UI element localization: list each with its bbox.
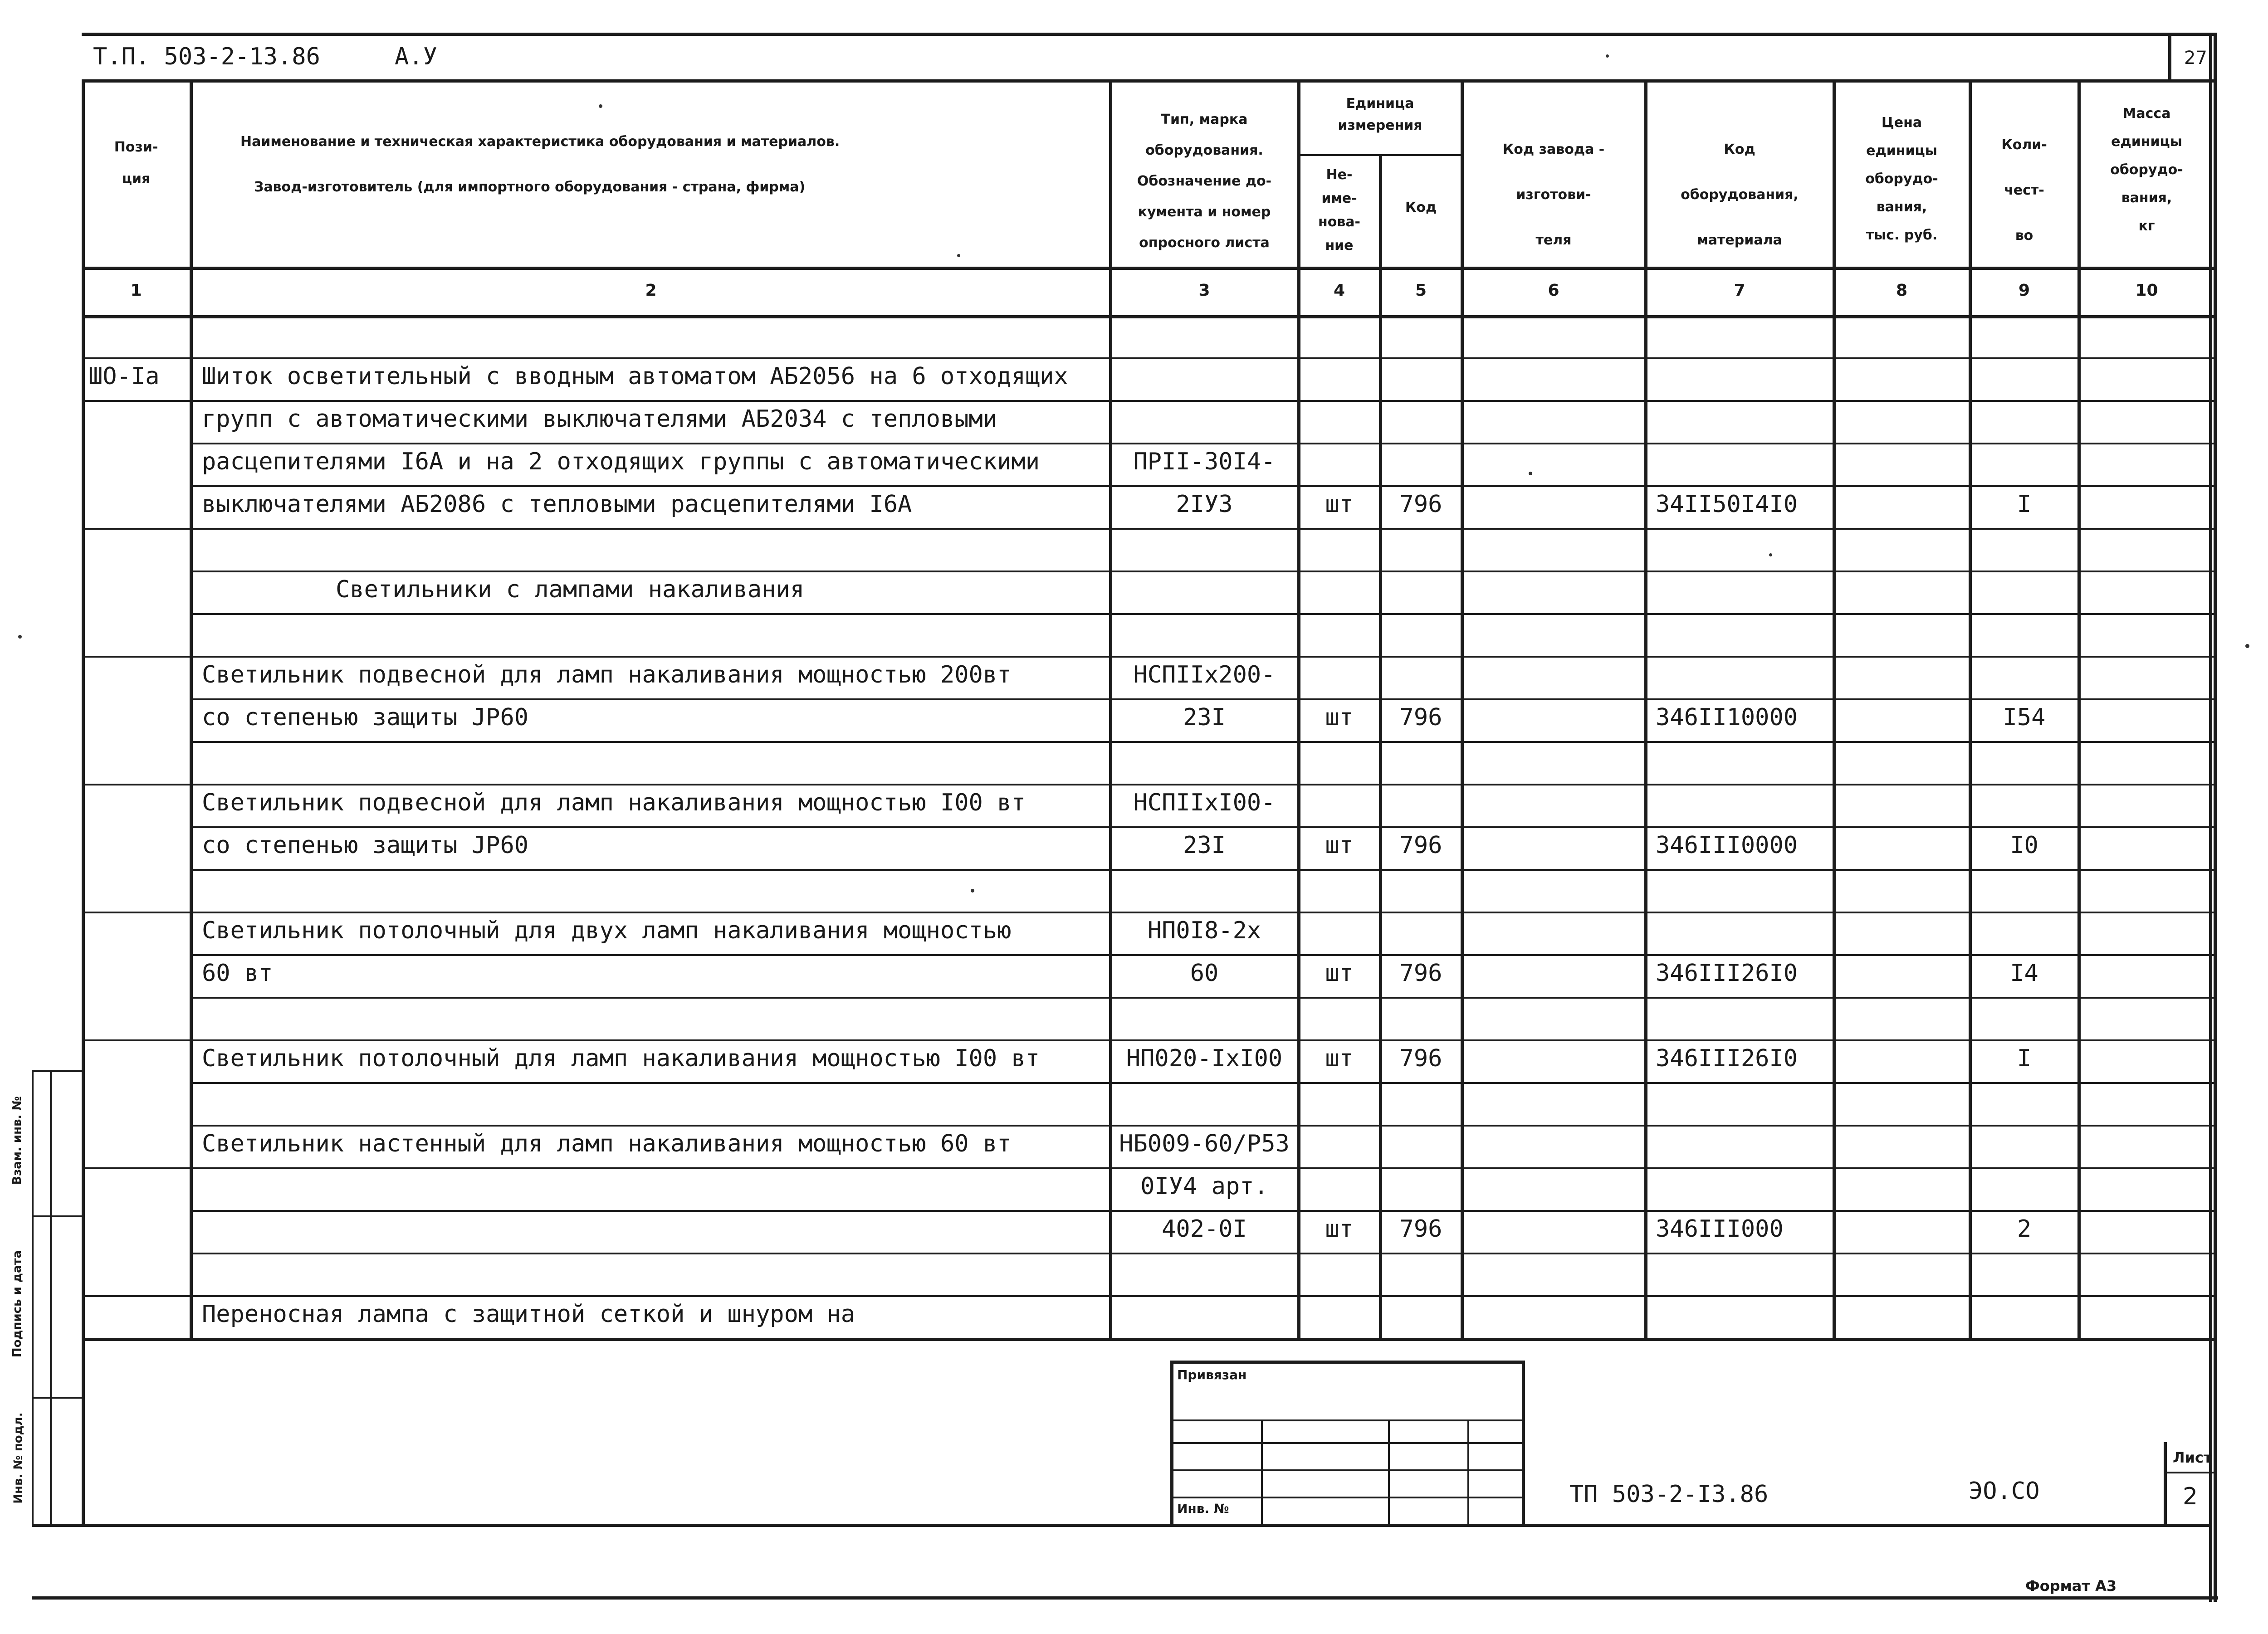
table-cell-code: 796 — [1399, 491, 1442, 518]
table-cell-mat: 346III0000 — [1656, 832, 1798, 859]
stamp-inventory-label: Инв. № — [1177, 1501, 1229, 1516]
table-cell-qty: I4 — [2010, 960, 2038, 987]
format-label: Формат А3 — [2025, 1577, 2117, 1595]
table-cell-code: 796 — [1399, 1045, 1442, 1072]
table-cell-type: ПРII-30I4- — [1133, 448, 1276, 475]
stamp-section-code: ЭО.СО — [1969, 1478, 2040, 1505]
table-cell-type: 60 — [1190, 960, 1219, 987]
table-cell-mat: 346II10000 — [1656, 704, 1798, 731]
table-cell-unit: шт — [1325, 832, 1354, 859]
table-cell-qty: I — [2017, 1045, 2032, 1072]
table-cell-type: 23I — [1183, 832, 1226, 859]
table-cell-name: Переносная лампа с защитной сеткой и шнуром на — [202, 1301, 855, 1328]
stamp-sheet-number: 2 — [2183, 1483, 2198, 1510]
document-mark: А.У — [395, 43, 437, 70]
table-cell-unit: шт — [1325, 1215, 1354, 1243]
table-cell-type: 2IУ3 — [1176, 491, 1233, 518]
col-number: 9 — [2018, 281, 2030, 300]
col-number: 7 — [1734, 281, 1745, 300]
table-cell-name: Светильник подвесной для ламп накаливания мощностью 200вт — [202, 661, 1012, 688]
table-cell-type: НП020-IхI00 — [1126, 1045, 1283, 1072]
table-cell-code: 796 — [1399, 704, 1442, 731]
table-cell-mat: 34II50I4I0 — [1656, 491, 1798, 518]
table-cell-mat: 346III26I0 — [1656, 960, 1798, 987]
table-cell-type: НСПIIхI00- — [1133, 789, 1276, 816]
col-number: 10 — [2135, 281, 2158, 300]
col-number: 6 — [1548, 281, 1559, 300]
table-cell-pos: ШО-Iа — [88, 363, 160, 390]
table-cell-code: 796 — [1399, 832, 1442, 859]
table-cell-name: групп с автоматическими выключателями АБ2034 с тепловыми — [202, 405, 997, 433]
table-cell-name: со степенью защиты ЈР60 — [202, 704, 529, 731]
table-cell-qty: I0 — [2010, 832, 2038, 859]
document-code-top: Т.П. 503-2-13.86 — [93, 43, 320, 70]
col-number: 3 — [1198, 281, 1210, 300]
header-price: Цена единицы оборудо- вания, тыс. руб. — [1865, 115, 1938, 243]
table-cell-name: Светильник потолочный для ламп накаливания мощностью I00 вт — [202, 1045, 1040, 1072]
header-name-line1: Наименование и техническая характеристика оборудования и материалов. — [240, 134, 840, 150]
table-cell-unit: шт — [1325, 491, 1354, 518]
stamp-linked-label: Привязан — [1177, 1367, 1247, 1382]
table-cell-name: Светильник настенный для ламп накаливания мощностью 60 вт — [202, 1130, 1012, 1157]
table-cell-mat: 346III26I0 — [1656, 1045, 1798, 1072]
table-cell-name: Шиток осветительный с вводным автоматом АБ2056 на 6 отходящих — [202, 363, 1068, 390]
col-number: 5 — [1415, 281, 1427, 300]
col-number: 4 — [1333, 281, 1345, 300]
side-label-replaced: Взам. инв. № — [10, 1096, 24, 1185]
table-cell-qty: 2 — [2017, 1215, 2032, 1243]
stamp-sheet-label: Лист — [2173, 1449, 2212, 1466]
header-maker-code: Код завода - изготови- теля — [1502, 141, 1605, 248]
header-name-line2: Завод-изготовитель (для импортного оборудования - страна, фирма) — [254, 179, 806, 195]
header-quantity: Коли- чест- во — [2001, 137, 2047, 244]
table-cell-type: 0IУ4 арт. — [1140, 1173, 1268, 1200]
side-label-signature: Подпись и дата — [10, 1250, 24, 1358]
table-cell-type: 402-0I — [1162, 1215, 1247, 1243]
header-position: Пози- ция — [114, 139, 158, 187]
col-number: 8 — [1896, 281, 1908, 300]
header-unit-code: Код — [1405, 200, 1437, 215]
header-mass: Масса единицы оборудо- вания, кг — [2110, 106, 2183, 234]
table-cell-mat: 346III000 — [1656, 1215, 1784, 1243]
table-cell-unit: шт — [1325, 960, 1354, 987]
table-cell-name: Светильник потолочный для двух ламп накаливания мощностью — [202, 917, 1012, 944]
table-cell-unit: шт — [1325, 1045, 1354, 1072]
header-material-code: Код оборудования, материала — [1681, 141, 1799, 248]
header-unit-group: Единица измерения — [1338, 96, 1422, 133]
table-cell-name: выключателями АБ2086 с тепловыми расцепителями I6А — [202, 491, 912, 518]
table-cell-unit: шт — [1325, 704, 1354, 731]
table-cell-name: Светильники с лампами накаливания — [336, 576, 805, 603]
table-cell-name: Светильник подвесной для ламп накаливания мощностью I00 вт — [202, 789, 1026, 816]
col-number: 1 — [130, 281, 142, 300]
header-type: Тип, марка оборудования. Обозначение до- кумента и номер опросного листа — [1137, 112, 1272, 251]
table-cell-qty: I — [2017, 491, 2032, 518]
stamp-document-code: ТП 503-2-I3.86 — [1569, 1481, 1769, 1508]
table-cell-code: 796 — [1399, 960, 1442, 987]
table-cell-qty: I54 — [2003, 704, 2046, 731]
table-cell-name: 60 вт — [202, 960, 273, 987]
table-cell-type: 23I — [1183, 704, 1226, 731]
table-cell-type: НБ009-60/Р53 — [1119, 1130, 1290, 1157]
page-number-top: 27 — [2184, 48, 2207, 68]
col-number: 2 — [645, 281, 657, 300]
table-cell-type: НСПIIх200- — [1133, 661, 1276, 688]
table-cell-name: со степенью защиты ЈР60 — [202, 832, 529, 859]
side-label-original: Инв. № подл. — [11, 1412, 25, 1504]
table-cell-code: 796 — [1399, 1215, 1442, 1243]
table-cell-type: НП0I8-2х — [1147, 917, 1261, 944]
header-unit-name: Не- име- нова- ние — [1318, 167, 1361, 254]
table-cell-name: расцепителями I6А и на 2 отходящих группы с автоматическими — [202, 448, 1040, 475]
